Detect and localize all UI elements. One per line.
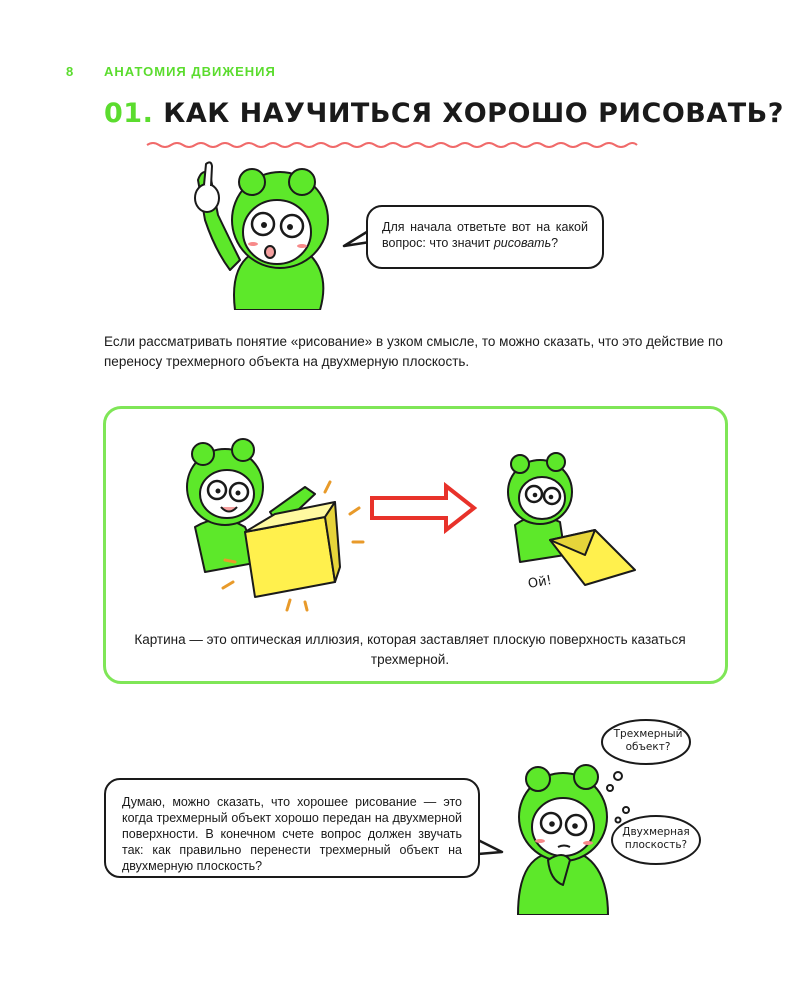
bubble-question-emphasis: рисовать xyxy=(493,236,552,250)
page-number: 8 xyxy=(66,64,75,79)
section-title: АНАТОМИЯ ДВИЖЕНИЯ xyxy=(104,64,276,79)
character-with-cube xyxy=(175,432,365,612)
thought-two-dimensional: Двухмерная плоскость? xyxy=(622,826,690,851)
exclamation-oops: Ой! xyxy=(526,573,554,592)
character-pointing xyxy=(180,160,340,310)
body-paragraph: Если рассматривать понятие «рисование» в узком смысле, то можно сказать, что это действие по переносу трехмерного объекта на двухмерную плоскость. xyxy=(104,334,723,369)
bubble-question-tail: ? xyxy=(551,236,559,250)
chapter-title xyxy=(104,98,784,129)
speech-bubble-conclusion: Думаю, можно сказать, что хорошее рисование — это когда трехмерный объект хорошо передан на двухмерной поверхности. В конечном счете вопрос должен звучать так: как правильно перенести трехмерный объект на двухмерную плоскость? xyxy=(104,778,480,878)
speech-bubble-question xyxy=(366,205,604,269)
bubble-tail-2 xyxy=(476,838,506,860)
chapter-number: 01. xyxy=(104,98,154,129)
chapter-title-text: КАК НАУЧИТЬСЯ ХОРОШО РИСОВАТЬ? xyxy=(163,98,784,129)
transform-arrow-icon xyxy=(368,482,480,534)
thought-three-dimensional: Трехмерный объект? xyxy=(613,728,683,753)
bubble-question-text: Для начала ответьте вот на какой вопрос: что значит xyxy=(382,220,588,250)
panel-caption: Картина — это оптическая иллюзия, которая заставляет плоскую поверхность казаться трехмерной. xyxy=(134,632,686,667)
character-with-paper xyxy=(500,450,650,610)
title-underline xyxy=(145,140,640,150)
